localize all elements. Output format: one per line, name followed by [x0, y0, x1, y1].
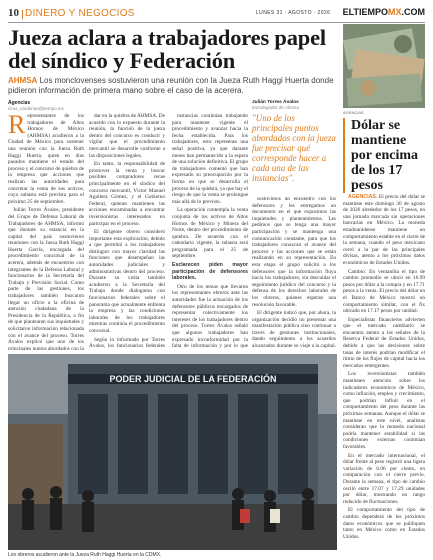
- quote-role: Extrabajador de Ahmsa: [252, 105, 299, 110]
- sidebar-article: [343, 24, 425, 556]
- deck-tag: AHMSA: [8, 76, 38, 85]
- main-photo: [8, 354, 337, 550]
- deck-text: Los monclovenses sostuvieron una reunión con la Jueza Ruth Haggi Huerta donde pidieron información de primera mano sobre el caso de la acerera.: [8, 76, 334, 95]
- section-divider: [22, 10, 23, 19]
- money-photo: [343, 24, 425, 108]
- drop-cap: R: [8, 113, 26, 139]
- issue-date: LUNES 31 · AGOSTO · 2026: [256, 10, 331, 16]
- sidebar-body: AGENCIAS. El precio del dólar se mantiene este domingo 30 de agosto de 2026 alrededor de los 17 pesos, en una jornada marcada sin operaciones bancarias en México. La moneda estadounidense mantiene un comportamiento estable en el cierre de la semana, cuando el peso mexicano cerró a la par de las principales divisas, atento a los próximos datos económicos de Estados Unidos. Cambio. En ventanilla el tipo de cambio promedio se ubicó en 16.99 pesos por dólar a la compra y en 17.71 pesos a la venta. El precio del dólar en el Banco de México mostró un comportamiento similar, con el fix ubicado en 17.17 pesos por unidad. Especialistas financieros advierten que el mercado cambiario se encuentra atento a las señales de la Reserva Federal de Estados Unidos, debido a que las decisiones sobre tasas de interés podrían modificar el ritmo de los flujos de capital hacia los mercados emergentes. Los inversionistas también mantienen atención sobre los indicadores económicos de México, como inflación, empleo y crecimiento, que podrían influir en el comportamiento del peso durante las próximas semanas. Aunque el dólar se mantiene en este nivel, analistas consideran que la moneda nacional podría mantener estabilidad si las condiciones externas continúan favorables. En el mercado internacional, el dólar frente al peso registró una ligera variación de 0.06 por ciento, en comparación con el cierre previo. Durante la semana, el tipo de cambio osciló entre 17.07 y 17.29 unidades por dólar, mostrando un rango reducido de fluctuaciones. El comportamiento del tipo de cambio dependerá de los próximos datos económicos que se publiquen tanto en México como en Estados Unidos.: [343, 194, 425, 540]
- sidebar-title: Dólar se mantiene por encima de los 17 pesos: [343, 118, 425, 193]
- section-label: DINERO Y NEGOCIOS: [25, 8, 135, 19]
- article-column-4: sostuvimos un encuentro con los defensores y les entregamos un documento en el que expusimos las inquietudes y planteamientos. Les pedimos que se tenga una mayor participación y se mantenga una comunicación constante, para que los trabajadores conozcan el avance del proceso y las acciones que se están realizando en su representación. En esta etapa el grupo solicitó a los defensores que la información fluya hacia los trabajadores, sin descuidar el seguimiento jurídico del concurso y la defensa de los derechos laborales de los obreros, quienes esperan una resolución favorable. El dirigente indicó que, por ahora, la organización decidió no presentar una manifestación pública sino continuar a través de gestiones institucionales, dando seguimiento a los acuerdos alcanzados durante su viaje a la capital.: [252, 196, 336, 350]
- pull-quote: [252, 100, 336, 183]
- photo-caption: Los obreros acudieron ante la Jueza Ruth Haggi Huerta en la CDMX.: [8, 552, 162, 558]
- page-number: 10: [8, 7, 19, 19]
- brand-logo: ELTIEMPOMX.COM: [342, 7, 425, 17]
- byline-email: ricos_cardenas@tiempo.mx: [8, 106, 64, 111]
- sidebar-image-caption: AGENCIAS: [343, 110, 364, 115]
- headline: Jueza aclara a trabajadores papel del síndico y Federación: [8, 25, 326, 73]
- byline: Agencias: [8, 100, 31, 106]
- deck: [8, 76, 338, 95]
- subheading: Esclarecen piden mayor participación de defensores laborales.: [172, 262, 248, 282]
- article-column-2: dar en la quiebra de AHMSA. De acuerdo con lo expuesto durante la reunión, la función de la jueza dentro del concurso es conducir y vigilar que el procedimiento mercantil se desarrolle conforme a las disposiciones legales. En tanto, la responsabilidad de promover la venta y buscar posibles compradores recae principalmente en el síndico del concurso mercantil, Víctor Manuel Aguilera Gómez, y el Gobierno Federal, quienes mantienen las acciones encaminadas a encontrar inversionistas interesados en participar en el proceso. El dirigente obrero consideró importante esta explicación, debido a que permitió a los trabajadores distinguir con mayor claridad las funciones que desempeñan las autoridades judiciales y administrativas dentro del proceso. Durante su visita también acudieron a la Secretaría del Trabajo donde dialogaron con funcionarios federales sobre el panorama que actualmente enfrenta la empresa y las condiciones laborales de los trabajadores mientras continúa el procedimiento concursal. Según lo informado por Torres Ávalos, los funcionarios federales: [89, 113, 165, 350]
- header-rule: [8, 22, 425, 23]
- quote-text: "Uno de los principales puntos abordados con la jueza fue precisar qué corresponde hacer a cada una de las instancias".: [252, 113, 336, 183]
- banknotes-illustration: [343, 24, 425, 108]
- quote-author: Julián Torres Ávalos: [252, 100, 299, 105]
- article-column-1: Representantes de los trabajadores de Altos Hornos de México (AHMSA) acudieron a la Ciudad de México para sostener una reunión con la Jueza Ruth Haggi Huerta, quien en días pasados mantiene el estado del proceso y el concurso de quiebra de la empresa que acciones que realizan las autoridades para concretar la venta de sus activos, cuya subasta está prevista para el próximo 25 de septiembre. Julián Torres Ávalos, presidente del Grupo de Defensa Laboral de Trabajadores de AHMSA, informó que durante su estancia en la capital del país sostuvieron reuniones con la Jueza Ruth Haggi Huerta García, encargada del procedimiento concursal de la acerera, además de encuentros con integrantes de la Defensa Laboral y funcionarios de la Secretaría del Trabajo y Previsión Social. Como parte de las gestiones, los trabajadores también buscaron llegar un oficio a la oficina de atención ciudadana de la Presidencia de la República, a fin de que plantearan sus inquietudes y solicitaron información relacionada con el avance del proceso. Torres Ávalos explicó que uno de los principales puntos abordados con la: [8, 113, 84, 350]
- article-column-3: instancias continúan trabajando para mantener vigente el procedimiento y avanzar hacia la fecha establecida. Para los trabajadores, esto representa una señal positiva, ya que durante meses han permanecido a la espera de una solución definitiva. El grupo de trabajadores comentó que han expresado su preocupación por la forma en que se desarrolla el proceso de la quiebra, ya que hay el riesgo de que la venta se prolongue más allá de lo previsto. La operación contempla la venta conjunta de los activos de Altos Hornos de México y Minera del Norte, dentro del procedimiento de quiebra. De acuerdo con el calendario vigente, la subasta será programada para el 25 de septiembre. Esclarecen piden mayor participación de defensores laborales. Otro de los temas que llevaron los representantes obreros ante las autoridades fue la actuación de los defensores públicos encargados de representar colectivamente los intereses de los trabajadores dentro del proceso. Torres Ávalos señaló que algunos trabajadores han expresado inconformidad por la falta de información y por lo que: [172, 113, 248, 350]
- page-header: [8, 7, 425, 21]
- courthouse-photo-illustration: [8, 354, 337, 550]
- building-sign: PODER JUDICIAL DE LA FEDERACIÓN: [109, 374, 277, 384]
